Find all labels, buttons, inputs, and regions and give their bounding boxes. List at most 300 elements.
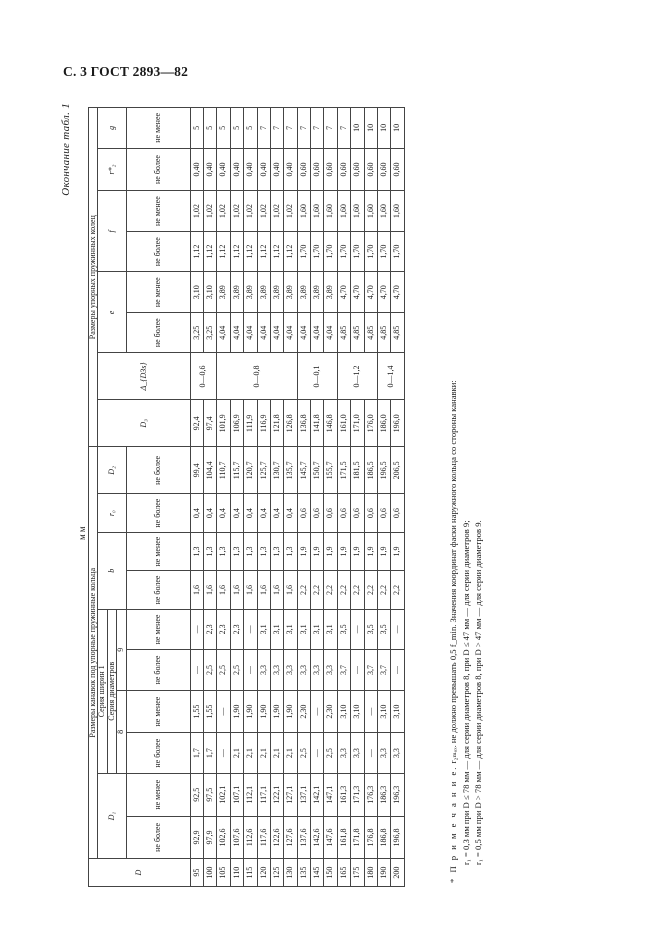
cell: 1,60 bbox=[337, 191, 350, 232]
cell: 3,89 bbox=[244, 272, 257, 313]
header-r2: r*₂ bbox=[98, 148, 126, 191]
cell: 1,70 bbox=[297, 231, 310, 272]
cell: 0,60 bbox=[297, 148, 310, 191]
cell: 2,1 bbox=[257, 733, 270, 774]
cell: 1,6 bbox=[284, 571, 297, 609]
cell: 122,6 bbox=[270, 816, 283, 859]
cell: 186,3 bbox=[378, 773, 391, 816]
cell-d: 135 bbox=[297, 859, 310, 887]
hdr-ne-menee: не менее bbox=[126, 532, 190, 570]
cell: 0,4 bbox=[217, 494, 230, 532]
header-r0: r₀ bbox=[98, 494, 126, 532]
cell: 7 bbox=[284, 108, 297, 149]
cell: 106,9 bbox=[230, 400, 243, 447]
cell: 1,70 bbox=[391, 231, 404, 272]
cell: 1,70 bbox=[378, 231, 391, 272]
cell: 1,02 bbox=[270, 191, 283, 232]
cell: 3,7 bbox=[337, 650, 350, 691]
cell: 3,10 bbox=[391, 690, 404, 733]
cell: — bbox=[244, 609, 257, 650]
cell: 176,8 bbox=[364, 816, 377, 859]
cell: — bbox=[244, 650, 257, 691]
cell: 0,6 bbox=[324, 494, 337, 532]
table-row bbox=[230, 108, 243, 887]
cell-delta: 0—0,1 bbox=[297, 353, 337, 400]
header-series-9: 9 bbox=[117, 609, 126, 690]
cell-d: 105 bbox=[217, 859, 230, 887]
cell: — bbox=[217, 733, 230, 774]
cell: — bbox=[190, 650, 203, 691]
cell: 3,10 bbox=[378, 690, 391, 733]
cell: 147,6 bbox=[324, 816, 337, 859]
cell: 0,6 bbox=[378, 494, 391, 532]
table-row bbox=[337, 108, 350, 887]
cell: — bbox=[391, 609, 404, 650]
cell: 2,5 bbox=[297, 733, 310, 774]
cell: 155,7 bbox=[324, 447, 337, 494]
cell: 1,60 bbox=[351, 191, 364, 232]
cell: 135,7 bbox=[284, 447, 297, 494]
cell: 2,2 bbox=[337, 571, 350, 609]
cell: 137,1 bbox=[297, 773, 310, 816]
cell: 3,89 bbox=[230, 272, 243, 313]
cell: 104,4 bbox=[203, 447, 216, 494]
cell: 10 bbox=[378, 108, 391, 149]
cell: 1,02 bbox=[203, 191, 216, 232]
table-body bbox=[190, 108, 404, 887]
cell: 150,7 bbox=[311, 447, 324, 494]
cell: 1,3 bbox=[257, 532, 270, 570]
header-f: f bbox=[98, 191, 126, 272]
cell: 1,60 bbox=[364, 191, 377, 232]
cell: 1,55 bbox=[190, 690, 203, 733]
cell: 3,1 bbox=[270, 609, 283, 650]
cell: 3,1 bbox=[297, 609, 310, 650]
table-row bbox=[351, 108, 364, 887]
table-row bbox=[270, 108, 283, 887]
header-d: D bbox=[89, 859, 191, 887]
cell: 147,1 bbox=[324, 773, 337, 816]
cell: 137,6 bbox=[297, 816, 310, 859]
cell-d: 165 bbox=[337, 859, 350, 887]
table-row bbox=[297, 108, 310, 887]
hdr-ne-menee: не менее bbox=[126, 773, 190, 816]
cell: 3,25 bbox=[203, 312, 216, 353]
cell: 3,1 bbox=[284, 609, 297, 650]
cell: 111,9 bbox=[244, 400, 257, 447]
cell: 3,89 bbox=[311, 272, 324, 313]
cell: 112,6 bbox=[244, 816, 257, 859]
cell: 92,5 bbox=[190, 773, 203, 816]
table-row bbox=[378, 108, 391, 887]
cell: 0,6 bbox=[391, 494, 404, 532]
cell: 2,1 bbox=[284, 733, 297, 774]
cell: 3,1 bbox=[257, 609, 270, 650]
table-row bbox=[217, 108, 230, 887]
note-line-2: r₁ = 0,3 мм при D ≤ 78 мм — для серии диаметров 8, при D ≤ 47 мм — для серии диаметров 9; bbox=[460, 520, 471, 865]
cell: 1,6 bbox=[217, 571, 230, 609]
cell: 1,02 bbox=[257, 191, 270, 232]
note-lead: * П р и м е ч а н и е. bbox=[448, 765, 458, 883]
cell: 1,12 bbox=[257, 231, 270, 272]
cell: — bbox=[190, 609, 203, 650]
cell-d: 150 bbox=[324, 859, 337, 887]
cell: 2,30 bbox=[297, 690, 310, 733]
header-d1: D₁ bbox=[98, 773, 126, 858]
cell: 1,12 bbox=[284, 231, 297, 272]
cell: 0,40 bbox=[257, 148, 270, 191]
cell: 4,85 bbox=[351, 312, 364, 353]
table-row bbox=[257, 108, 270, 887]
cell: 130,7 bbox=[270, 447, 283, 494]
cell: 1,9 bbox=[391, 532, 404, 570]
cell: 0,60 bbox=[378, 148, 391, 191]
cell: 92,4 bbox=[190, 400, 203, 447]
cell: 2,5 bbox=[203, 650, 216, 691]
cell: 92,9 bbox=[190, 816, 203, 859]
cell: 0,60 bbox=[351, 148, 364, 191]
page-header: С. 3 ГОСТ 2893—82 bbox=[63, 64, 189, 79]
cell-delta: 0—0,6 bbox=[190, 353, 217, 400]
cell: 1,90 bbox=[244, 690, 257, 733]
table-row bbox=[190, 108, 203, 887]
cell: 0,40 bbox=[244, 148, 257, 191]
cell: 3,3 bbox=[351, 733, 364, 774]
cell: 1,9 bbox=[324, 532, 337, 570]
cell: 3,89 bbox=[297, 272, 310, 313]
cell: 186,8 bbox=[378, 816, 391, 859]
cell: 4,85 bbox=[337, 312, 350, 353]
hdr-ne-menee: не менее bbox=[126, 609, 190, 650]
header-delta: Δ_{D3s} bbox=[98, 353, 190, 400]
cell: 171,5 bbox=[337, 447, 350, 494]
cell: 121,8 bbox=[270, 400, 283, 447]
cell: 1,70 bbox=[324, 231, 337, 272]
cell: 1,12 bbox=[190, 231, 203, 272]
header-d3: D₃ bbox=[98, 400, 190, 447]
cell: 3,89 bbox=[284, 272, 297, 313]
cell: 1,12 bbox=[244, 231, 257, 272]
cell: 5 bbox=[203, 108, 216, 149]
cell: 3,89 bbox=[324, 272, 337, 313]
cell: 3,3 bbox=[257, 650, 270, 691]
cell: 4,70 bbox=[337, 272, 350, 313]
cell: 1,12 bbox=[203, 231, 216, 272]
table-row bbox=[284, 108, 297, 887]
cell: 2,2 bbox=[364, 571, 377, 609]
cell: 1,90 bbox=[284, 690, 297, 733]
cell-d: 110 bbox=[230, 859, 243, 887]
header-b: b bbox=[98, 532, 126, 609]
cell-d: 115 bbox=[244, 859, 257, 887]
cell: 3,7 bbox=[364, 650, 377, 691]
cell: 4,04 bbox=[230, 312, 243, 353]
cell-d: 120 bbox=[257, 859, 270, 887]
cell: 7 bbox=[311, 108, 324, 149]
cell: 1,12 bbox=[217, 231, 230, 272]
note-text-1: r₂ₘₐₓ. не должно превышать 0,5 f_min. Значения координат фаски наружного кольца со стороны канавки: bbox=[448, 380, 458, 764]
cell: 116,9 bbox=[257, 400, 270, 447]
cell: — bbox=[217, 690, 230, 733]
cell: 1,6 bbox=[270, 571, 283, 609]
cell: 1,70 bbox=[311, 231, 324, 272]
cell: 1,90 bbox=[270, 690, 283, 733]
cell: 3,3 bbox=[270, 650, 283, 691]
cell: 3,3 bbox=[378, 733, 391, 774]
cell: 1,3 bbox=[230, 532, 243, 570]
cell: 1,3 bbox=[190, 532, 203, 570]
cell: 1,12 bbox=[270, 231, 283, 272]
cell: 161,0 bbox=[337, 400, 350, 447]
cell: — bbox=[311, 690, 324, 733]
cell: 3,5 bbox=[364, 609, 377, 650]
cell: 1,9 bbox=[297, 532, 310, 570]
cell: 0,40 bbox=[230, 148, 243, 191]
cell: 0,4 bbox=[257, 494, 270, 532]
cell: 3,7 bbox=[378, 650, 391, 691]
cell: 0,4 bbox=[230, 494, 243, 532]
cell: 1,02 bbox=[190, 191, 203, 232]
cell: 4,04 bbox=[311, 312, 324, 353]
cell: 3,89 bbox=[257, 272, 270, 313]
cell: 99,4 bbox=[190, 447, 203, 494]
cell: 0,6 bbox=[337, 494, 350, 532]
cell: 206,5 bbox=[391, 447, 404, 494]
cell: 4,85 bbox=[378, 312, 391, 353]
cell: — bbox=[391, 650, 404, 691]
cell: 7 bbox=[324, 108, 337, 149]
cell: 1,3 bbox=[203, 532, 216, 570]
cell: 2,30 bbox=[324, 690, 337, 733]
cell: 3,3 bbox=[311, 650, 324, 691]
cell: 196,3 bbox=[391, 773, 404, 816]
cell: 161,8 bbox=[337, 816, 350, 859]
cell: 110,7 bbox=[217, 447, 230, 494]
cell: 125,7 bbox=[257, 447, 270, 494]
cell: 127,1 bbox=[284, 773, 297, 816]
cell: 3,25 bbox=[190, 312, 203, 353]
cell: 7 bbox=[297, 108, 310, 149]
cell: 1,9 bbox=[351, 532, 364, 570]
cell: 4,70 bbox=[351, 272, 364, 313]
cell: 0,40 bbox=[217, 148, 230, 191]
hdr-ne-bolee: не более bbox=[126, 816, 190, 859]
cell: 102,1 bbox=[217, 773, 230, 816]
cell: 1,90 bbox=[230, 690, 243, 733]
cell: 1,3 bbox=[284, 532, 297, 570]
cell: 2,2 bbox=[311, 571, 324, 609]
cell: 1,7 bbox=[190, 733, 203, 774]
cell: 97,4 bbox=[203, 400, 216, 447]
cell: 4,70 bbox=[364, 272, 377, 313]
cell-d: 95 bbox=[190, 859, 203, 887]
cell: 4,04 bbox=[324, 312, 337, 353]
cell: 117,6 bbox=[257, 816, 270, 859]
cell: 2,2 bbox=[297, 571, 310, 609]
hdr-ne-menee: не менее bbox=[126, 690, 190, 733]
cell: 186,5 bbox=[364, 447, 377, 494]
cell: 1,02 bbox=[284, 191, 297, 232]
cell: 1,7 bbox=[203, 733, 216, 774]
cell: 1,6 bbox=[190, 571, 203, 609]
cell: 1,90 bbox=[257, 690, 270, 733]
cell: 0,40 bbox=[203, 148, 216, 191]
cell-d: 175 bbox=[351, 859, 364, 887]
dimensions-table bbox=[88, 107, 405, 887]
cell: 176,0 bbox=[364, 400, 377, 447]
cell: 7 bbox=[337, 108, 350, 149]
cell: 1,02 bbox=[230, 191, 243, 232]
note bbox=[447, 113, 485, 883]
table-row bbox=[311, 108, 324, 887]
cell: 7 bbox=[270, 108, 283, 149]
cell: 3,89 bbox=[217, 272, 230, 313]
cell: 0,6 bbox=[351, 494, 364, 532]
hdr-ne-bolee: не более bbox=[126, 650, 190, 691]
hdr-ne-bolee: не более bbox=[126, 733, 190, 774]
hdr-ne-menee: не менее bbox=[126, 191, 190, 232]
cell: 1,3 bbox=[217, 532, 230, 570]
cell: 3,10 bbox=[190, 272, 203, 313]
units-label: мм bbox=[77, 524, 87, 540]
cell: 1,70 bbox=[364, 231, 377, 272]
cell: 3,5 bbox=[337, 609, 350, 650]
note-line-3: r₁ = 0,5 мм при D > 78 мм — для серии диаметров 8, при D > 47 мм — для серии диаметров 9. bbox=[473, 520, 483, 865]
cell: 0,4 bbox=[190, 494, 203, 532]
cell: 4,04 bbox=[257, 312, 270, 353]
cell: 5 bbox=[244, 108, 257, 149]
cell: 3,1 bbox=[324, 609, 337, 650]
cell: 3,3 bbox=[324, 650, 337, 691]
hdr-ne-bolee: не более bbox=[126, 312, 190, 353]
header-seria-width: Серия ширин 1 bbox=[98, 609, 107, 773]
cell: 1,60 bbox=[391, 191, 404, 232]
cell: 122,1 bbox=[270, 773, 283, 816]
cell: 0,60 bbox=[311, 148, 324, 191]
cell: 4,70 bbox=[391, 272, 404, 313]
cell: 2,1 bbox=[230, 733, 243, 774]
header-seria-diam: Серия диаметров bbox=[107, 609, 116, 773]
cell-d: 180 bbox=[364, 859, 377, 887]
cell: — bbox=[364, 733, 377, 774]
cell-d: 145 bbox=[311, 859, 324, 887]
cell: 0,40 bbox=[270, 148, 283, 191]
cell: 2,5 bbox=[230, 650, 243, 691]
cell: 3,1 bbox=[311, 609, 324, 650]
cell: 0,60 bbox=[337, 148, 350, 191]
cell: 4,85 bbox=[391, 312, 404, 353]
table-row bbox=[203, 108, 216, 887]
cell: 1,60 bbox=[378, 191, 391, 232]
cell: 3,89 bbox=[270, 272, 283, 313]
rotated-table-area bbox=[55, 95, 595, 895]
cell: 101,9 bbox=[217, 400, 230, 447]
cell: 0,60 bbox=[364, 148, 377, 191]
cell: 1,3 bbox=[270, 532, 283, 570]
cell: 171,3 bbox=[351, 773, 364, 816]
cell-delta: 0—1,4 bbox=[378, 353, 405, 400]
cell: 2,5 bbox=[217, 650, 230, 691]
cell: 0,40 bbox=[284, 148, 297, 191]
cell: 136,8 bbox=[297, 400, 310, 447]
cell: 3,10 bbox=[203, 272, 216, 313]
cell: 127,6 bbox=[284, 816, 297, 859]
cell: 142,1 bbox=[311, 773, 324, 816]
cell: 1,70 bbox=[351, 231, 364, 272]
header-d2: D₂ bbox=[98, 447, 126, 494]
cell: 196,0 bbox=[391, 400, 404, 447]
cell: 171,0 bbox=[351, 400, 364, 447]
cell: 2,1 bbox=[244, 733, 257, 774]
cell: 145,7 bbox=[297, 447, 310, 494]
cell: 3,3 bbox=[337, 733, 350, 774]
cell: 4,70 bbox=[378, 272, 391, 313]
cell: 1,6 bbox=[244, 571, 257, 609]
cell: 0,6 bbox=[364, 494, 377, 532]
cell: 4,04 bbox=[217, 312, 230, 353]
cell: 1,6 bbox=[230, 571, 243, 609]
cell: 181,5 bbox=[351, 447, 364, 494]
cell: 2,3 bbox=[217, 609, 230, 650]
hdr-ne-menee: не менее bbox=[126, 272, 190, 313]
cell: 0,60 bbox=[391, 148, 404, 191]
cell: 2,3 bbox=[203, 609, 216, 650]
continuation-caption: Окончание табл. 1 bbox=[60, 103, 72, 196]
hdr-ne-bolee: не более bbox=[126, 571, 190, 609]
cell: 107,6 bbox=[230, 816, 243, 859]
cell: 2,2 bbox=[351, 571, 364, 609]
cell: 102,6 bbox=[217, 816, 230, 859]
cell: 1,70 bbox=[337, 231, 350, 272]
cell: 120,7 bbox=[244, 447, 257, 494]
cell: 1,6 bbox=[203, 571, 216, 609]
cell: 97,5 bbox=[203, 773, 216, 816]
cell: 1,3 bbox=[244, 532, 257, 570]
cell: 0,4 bbox=[284, 494, 297, 532]
cell: 1,9 bbox=[378, 532, 391, 570]
cell: 97,9 bbox=[203, 816, 216, 859]
cell: 1,55 bbox=[203, 690, 216, 733]
cell: 4,85 bbox=[364, 312, 377, 353]
header-e: e bbox=[98, 272, 126, 353]
cell: 176,3 bbox=[364, 773, 377, 816]
cell: 1,9 bbox=[337, 532, 350, 570]
cell: 0,40 bbox=[190, 148, 203, 191]
cell: 4,04 bbox=[244, 312, 257, 353]
cell: 10 bbox=[351, 108, 364, 149]
cell: 161,3 bbox=[337, 773, 350, 816]
cell: 10 bbox=[364, 108, 377, 149]
cell: — bbox=[351, 609, 364, 650]
header-series-8: 8 bbox=[117, 690, 126, 773]
cell: 1,60 bbox=[311, 191, 324, 232]
cell: 1,9 bbox=[311, 532, 324, 570]
cell-d: 190 bbox=[378, 859, 391, 887]
cell: 1,9 bbox=[364, 532, 377, 570]
header-g: g bbox=[98, 108, 126, 149]
header-groove-group: Размеры канавок под упорные пружинные кольца bbox=[89, 447, 98, 859]
cell: 0,6 bbox=[311, 494, 324, 532]
cell-d: 100 bbox=[203, 859, 216, 887]
cell: 1,60 bbox=[324, 191, 337, 232]
hdr-ne-bolee: не более bbox=[126, 148, 190, 191]
cell: 196,5 bbox=[378, 447, 391, 494]
cell: 2,3 bbox=[230, 609, 243, 650]
cell: 5 bbox=[190, 108, 203, 149]
cell: 1,6 bbox=[257, 571, 270, 609]
hdr-ne-bolee: не более bbox=[126, 494, 190, 532]
cell: 0,60 bbox=[324, 148, 337, 191]
